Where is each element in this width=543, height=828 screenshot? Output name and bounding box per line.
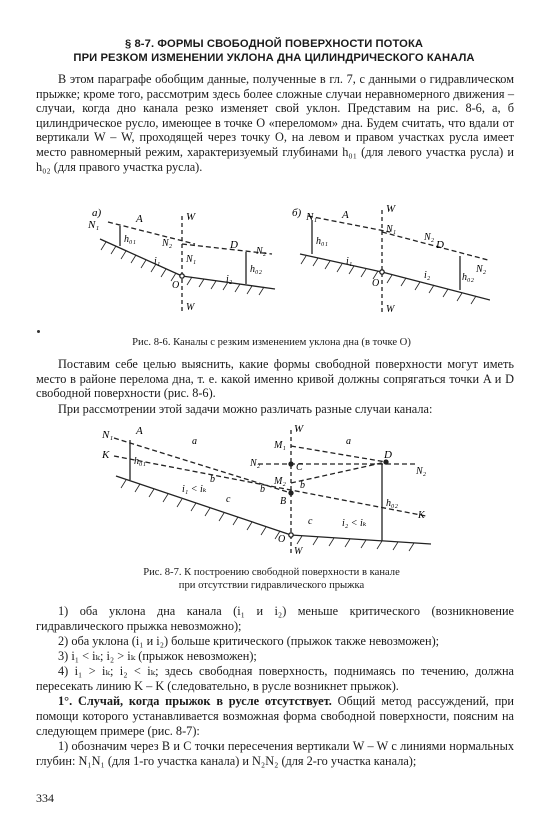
subsection-paragraph — [36, 694, 514, 738]
f86a-lbl-7: N₂ — [256, 246, 267, 257]
f87-lbl-8: N₂ — [250, 458, 261, 469]
f87-lbl-11: N₂ — [416, 466, 427, 477]
stray-mark — [37, 330, 40, 333]
figure-8-6-caption: Рис. 8-6. Каналы с резким изменением уклона дна (в точке O) — [132, 337, 411, 348]
f86b-lbl-11: O — [372, 278, 380, 289]
f87-lbl-24: W — [294, 546, 303, 557]
figure-8-6 — [80, 204, 490, 330]
figure-8-7-caption-line-1: Рис. 8-7. К построению свободной поверхности в канале — [143, 567, 400, 578]
f87-lbl-17: b — [260, 484, 265, 495]
f86a-lbl-9: i₁ — [154, 256, 161, 267]
f86a-lbl-3: W — [186, 211, 196, 223]
f87-lbl-16: c — [226, 494, 231, 505]
f87-lbl-22: K — [418, 510, 425, 521]
figure-8-6-panel-a — [100, 216, 275, 314]
section-title-line-2: ПРИ РЕЗКОМ ИЗМЕНЕНИИ УКЛОНА ДНА ЦИЛИНДРИЧЕСКОГО КАНАЛА — [73, 52, 475, 64]
f86b-lbl-4: N₁ — [386, 224, 397, 235]
f87-lbl-2: K — [102, 449, 110, 461]
paragraph-3: При рассмотрении этой задачи можно различать разные случаи канала: — [58, 402, 433, 416]
f86b-lbl-6: N₂ — [424, 232, 435, 243]
f86b-lbl-2: h₀₁ — [316, 236, 328, 247]
f86b-lbl-7: N₂ — [476, 264, 487, 275]
f86b-lbl-1: A — [342, 209, 349, 221]
case-3: 3) i₁ < iₖ; i₂ > iₖ (прыжок невозможен); — [58, 649, 257, 663]
f86b-lbl-8: h₀₂ — [462, 272, 474, 283]
f86b-lbl-9: i₁ — [346, 256, 353, 267]
f87-lbl-7: a — [346, 436, 351, 447]
f87-lbl-1: A — [136, 425, 143, 437]
f86a-lbl-1: A — [136, 213, 143, 225]
f87-lbl-23: O — [278, 534, 286, 545]
f87-lbl-19: h₀₂ — [386, 498, 398, 509]
f87-lbl-15: B — [280, 496, 287, 507]
f87-lbl-20: c — [308, 516, 313, 527]
f86a-lbl-10: i₂ — [226, 274, 233, 285]
figure-8-6-label-a: a) — [92, 207, 102, 219]
f86a-lbl-11: O — [172, 280, 180, 291]
section-title-line-1: § 8-7. ФОРМЫ СВОБОДНОЙ ПОВЕРХНОСТИ ПОТОКА — [124, 38, 424, 50]
f86a-lbl-5: D — [230, 239, 238, 251]
f86a-lbl-8: h₀₂ — [250, 264, 262, 275]
f86a-lbl-4: N₂ — [162, 238, 173, 249]
f87-lbl-5: W — [294, 423, 304, 435]
case-4: 4) i₁ > iₖ; i₂ < iₖ; здесь свободная поверхность, поднимаясь по течению, должна пересекать линию K – K (следовательно, в русле возникнет прыжок). — [36, 664, 514, 693]
f87-lbl-0: N₁ — [102, 429, 114, 441]
f87-lbl-13: b — [210, 474, 215, 485]
f87-lbl-14: b — [300, 480, 305, 491]
f87-lbl-18: i₁ < iₖ — [182, 484, 207, 495]
f87-lbl-12: M₂ — [274, 476, 286, 487]
figure-8-6-label-b: б) — [292, 207, 302, 219]
f87-lbl-21: i₂ < iₖ — [342, 518, 367, 529]
f87-lbl-3: h₀₁ — [134, 456, 146, 467]
f86b-lbl-3: W — [386, 204, 396, 215]
f86b-lbl-5: D — [436, 239, 444, 251]
figure-8-7 — [86, 418, 446, 564]
f87-lbl-6: M₁ — [274, 440, 286, 451]
f86a-lbl-0: N₁ — [88, 219, 100, 231]
step-1: 1) обозначим через B и C точки пересечения вертикали W – W с линиями нормальных глубин: N₁N₁ (для 1-го участка канала) и N₂N₂ (для 2-го участка канала); — [36, 739, 514, 768]
f87-lbl-9: C — [296, 462, 303, 473]
f86a-lbl-2: h₀₁ — [124, 234, 136, 245]
case-2: 2) оба уклона (i₁ и i₂) больше критического (прыжок также невозможен); — [58, 634, 440, 648]
f87-lbl-10: D — [384, 449, 392, 461]
subsection-text: Общий метод рассуждений, при помощи которого устанавливается возможная форма свободной поверхности, поясним на следующем примере (рис. 8-7): — [36, 694, 515, 738]
subsection-heading: 1°. Случай, когда прыжок в русле отсутствует. — [58, 694, 332, 708]
page-number: 334 — [36, 791, 54, 805]
f86b-lbl-12: W — [386, 304, 395, 315]
f86b-lbl-10: i₂ — [424, 270, 431, 281]
f87-lbl-4: a — [192, 436, 197, 447]
figure-8-7-caption-line-2: при отсутствии гидравлического прыжка — [178, 580, 365, 591]
f86b-lbl-0: N₁ — [306, 211, 318, 223]
paragraph-2: Поставим себе целью выяснить, какие формы свободной поверхности могут иметь место в районе перелома дна, т. е. какой именно кривой должны сопрягаться точки A и D свободной поверхности (рис. 8-6). — [36, 357, 514, 401]
f86a-lbl-6: N₁ — [186, 254, 197, 265]
case-1: 1) оба уклона дна канала (i₁ и i₂) меньше критического (возникновение гидравлического прыжка невозможно); — [36, 604, 514, 633]
intro-paragraph: В этом параграфе обобщим данные, полученные в гл. 7, с данными о гидравлическом прыжке; кроме того, рассмотрим здесь более сложные случаи неравномерного движения – случаи, когда дно канала резко изменяет свой уклон. Представим на рис. 8-6, а, б цилиндрическое русло, имеющее в точке O «переломом» дна. Будем считать, что вдали от вертикали W – W, проходящей через точку O, на левом и правом участках русла имеет место равномерный режим, характеризуемый глубинами h₀₁ (для левого участка русла) и h₀₂ (для правого участка русла). — [36, 72, 514, 174]
f86a-lbl-12: W — [186, 302, 195, 313]
